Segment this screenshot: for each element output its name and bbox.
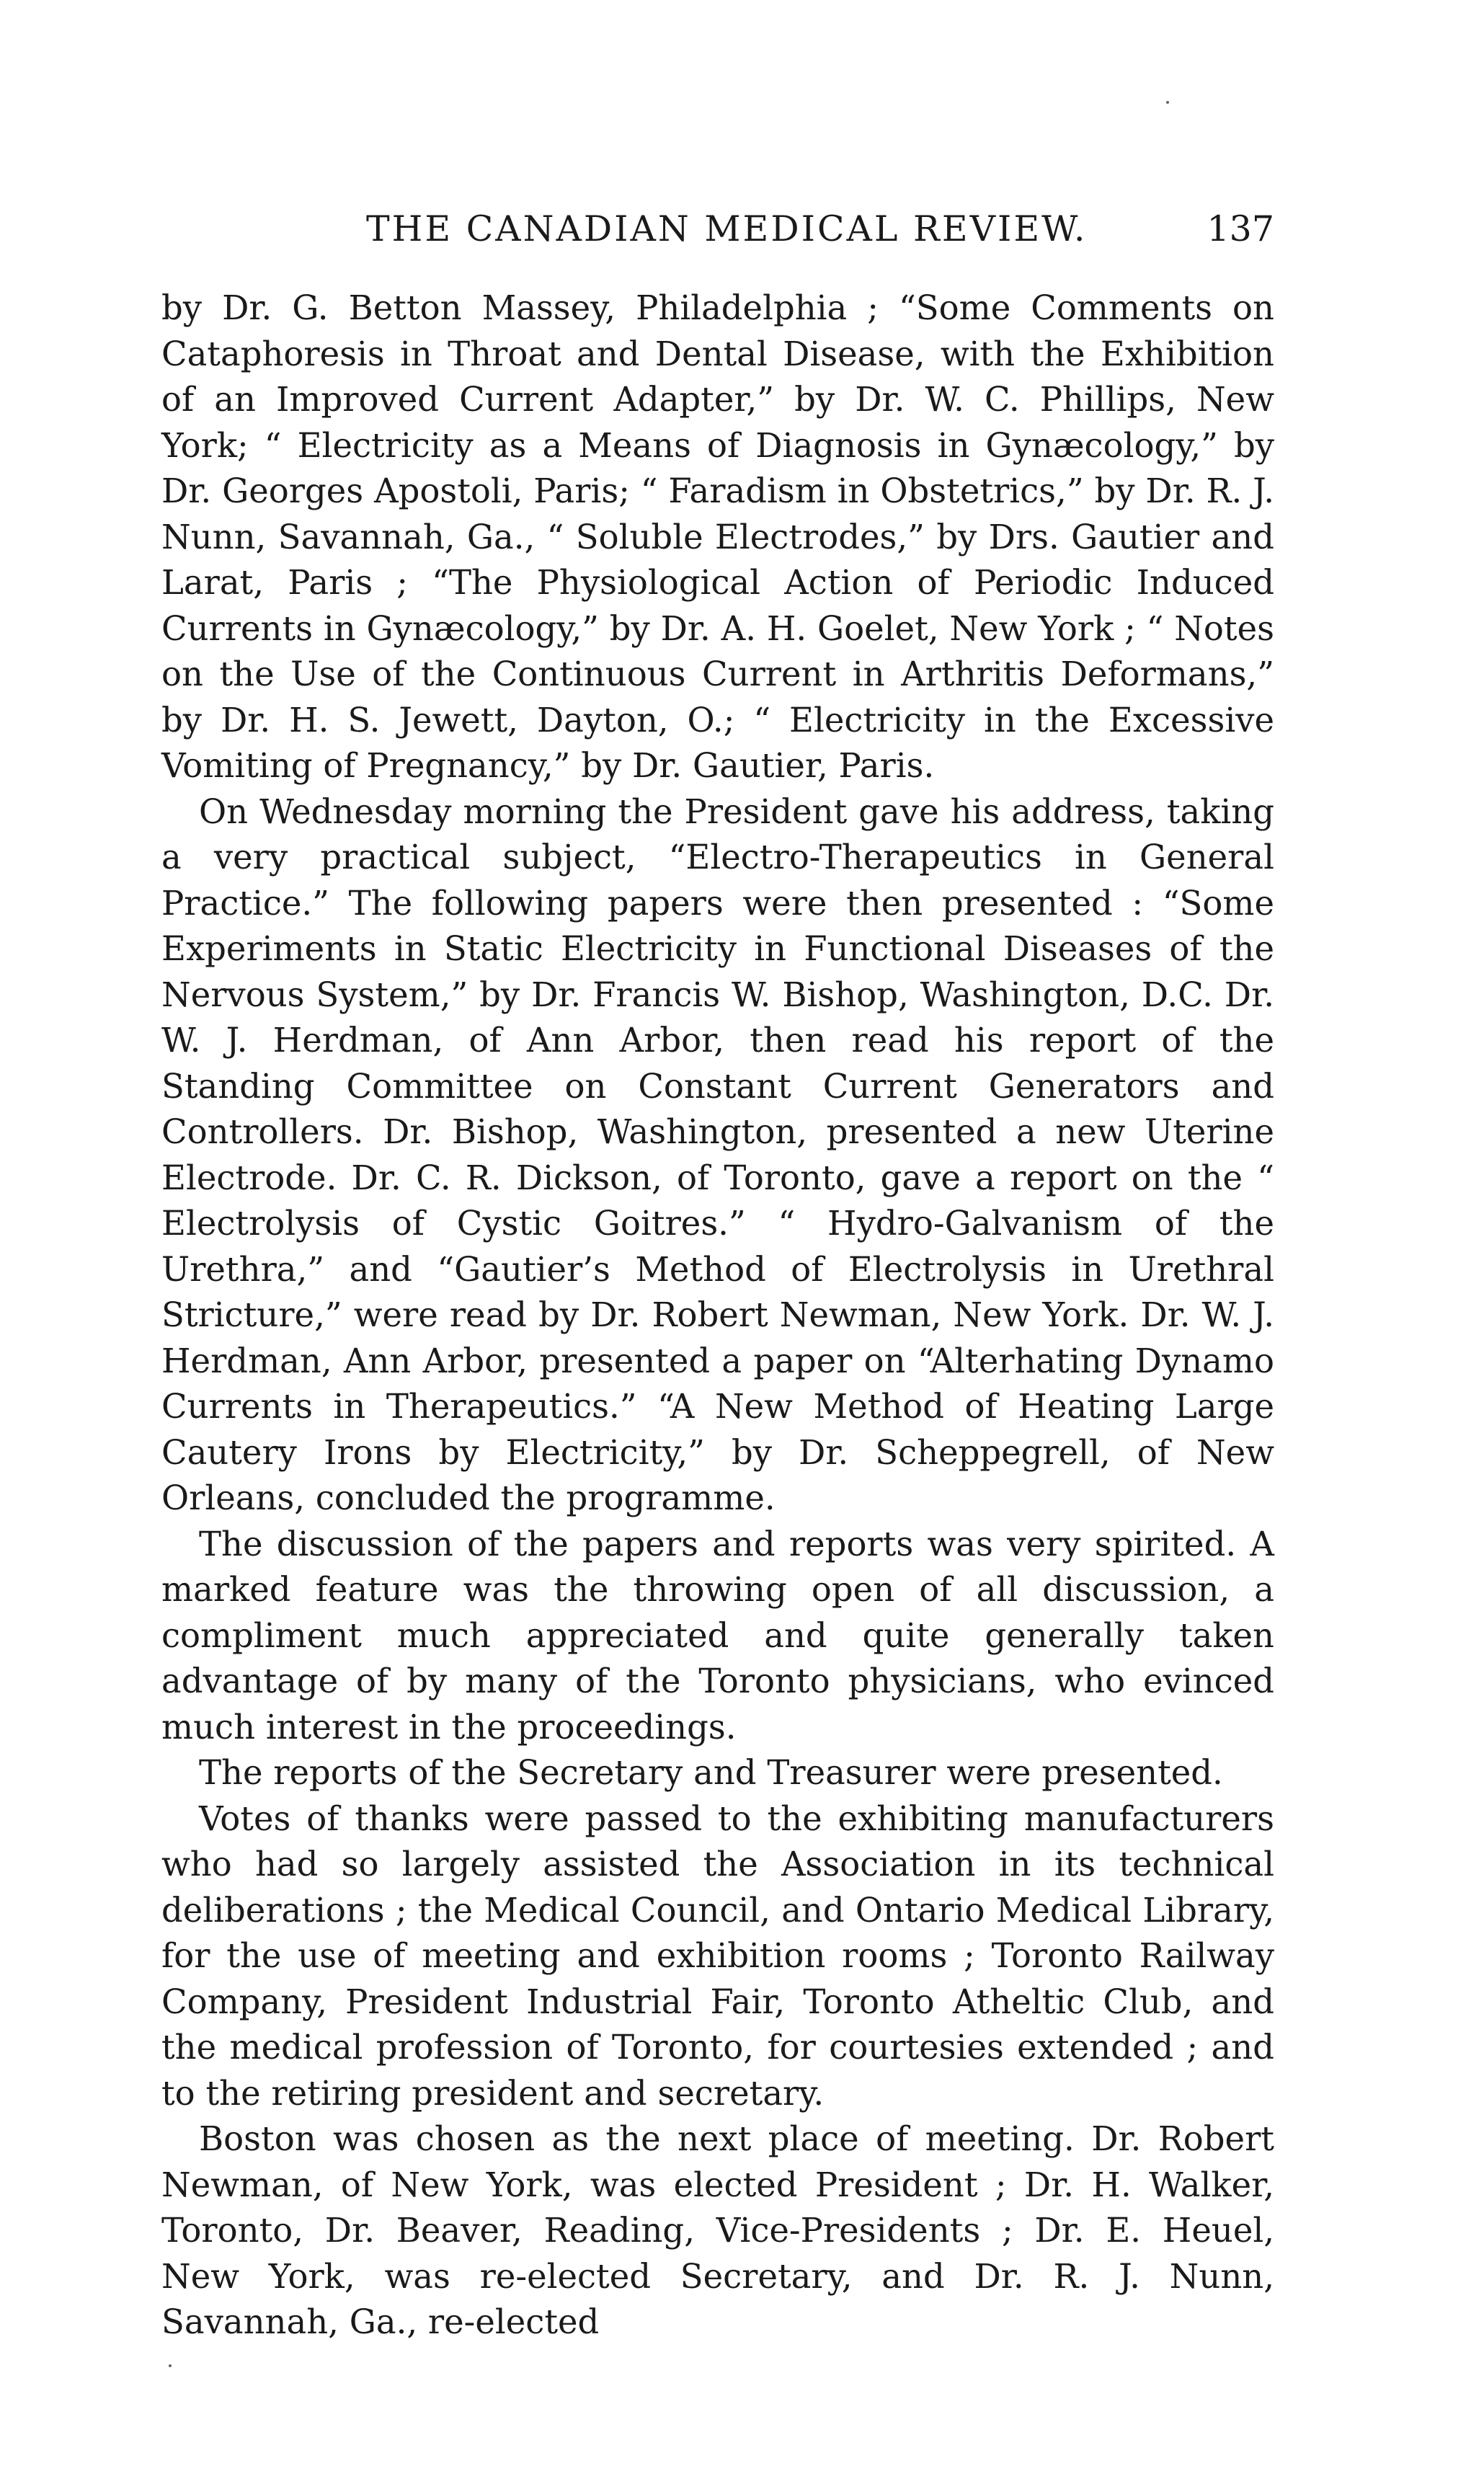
print-speck: [169, 2364, 172, 2367]
page-number: 137: [1207, 208, 1274, 249]
paragraph-continued: by Dr. G. Betton Massey, Philadelphia ; “Some Comments on Cataphoresis in Throat and Dental Disease, with the Exhibition of an Improved Current Adapter,” by Dr. W. C. Phillips, New York; “ Electricity as a Means of Diagnosis in Gynæcology,” by Dr. Georges Apostoli, Paris; “ Faradism in Obstetrics,” by Dr. R. J. Nunn, Savannah, Ga., “ Soluble Electrodes,” by Drs. Gautier and Larat, Paris ; “The Physiological Action of Periodic Induced Currents in Gynæcology,” by Dr. A. H. Goelet, New York ; “ Notes on the Use of the Continuous Current in Arthritis Deformans,” by Dr. H. S. Jewett, Dayton, O.; “ Electricity in the Excessive Vomiting of Pregnancy,” by Dr. Gautier, Paris.: [161, 288, 1274, 785]
paragraph: Votes of thanks were passed to the exhibiting manufacturers who had so largely assisted the Association in its technical deliberations ; the Medical Council, and Ontario Medical Library, for the use of meeting and exhibition rooms ; Toronto Railway Company, President Industrial Fair, Toronto Atheltic Club, and the medical profession of Toronto, for courtesies extended ; and to the retiring president and secretary.: [161, 1798, 1274, 2113]
print-speck: [1166, 101, 1169, 104]
paragraph: On Wednesday morning the President gave his address, taking a very practical subject, “Electro-Therapeutics in General Practice.” The following papers were then presented : “Some Experiments in Static Electricity in Functional Diseases of the Nervous System,” by Dr. Francis W. Bishop, Washington, D.C. Dr. W. J. Herdman, of Ann Arbor, then read his report of the Standing Committee on Constant Current Generators and Controllers. Dr. Bishop, Washington, presented a new Uterine Electrode. Dr. C. R. Dickson, of Toronto, gave a report on the “ Electrolysis of Cystic Goitres.” “ Hydro-Galvanism of the Urethra,” and “Gautier’s Method of Electrolysis in Urethral Stricture,” were read by Dr. Robert Newman, New York. Dr. W. J. Herdman, Ann Arbor, presented a paper on “Alterhating Dynamo Currents in Therapeutics.” “A New Method of Heating Large Cautery Irons by Electricity,” by Dr. Scheppegrell, of New Orleans, concluded the programme.: [161, 791, 1274, 1517]
running-head: THE CANADIAN MEDICAL REVIEW.: [366, 208, 1088, 249]
paragraph: The reports of the Secretary and Treasurer were presented.: [199, 1753, 1223, 1792]
paragraph: The discussion of the papers and reports was very spirited. A marked feature was the throwing open of all discussion, a compliment much appreciated and quite generally taken advantage of by many of the Toronto physicians, who evinced much interest in the proceedings.: [161, 1524, 1274, 1747]
page-header: [161, 208, 1274, 251]
paragraph: Boston was chosen as the next place of meeting. Dr. Robert Newman, of New York, was elected President ; Dr. H. Walker, Toronto, Dr. Beaver, Reading, Vice-Presidents ; Dr. E. Heuel, New York, was re-elected Secretary, and Dr. R. J. Nunn, Savannah, Ga., re-elected: [161, 2119, 1274, 2341]
body-text: [161, 285, 1274, 2346]
